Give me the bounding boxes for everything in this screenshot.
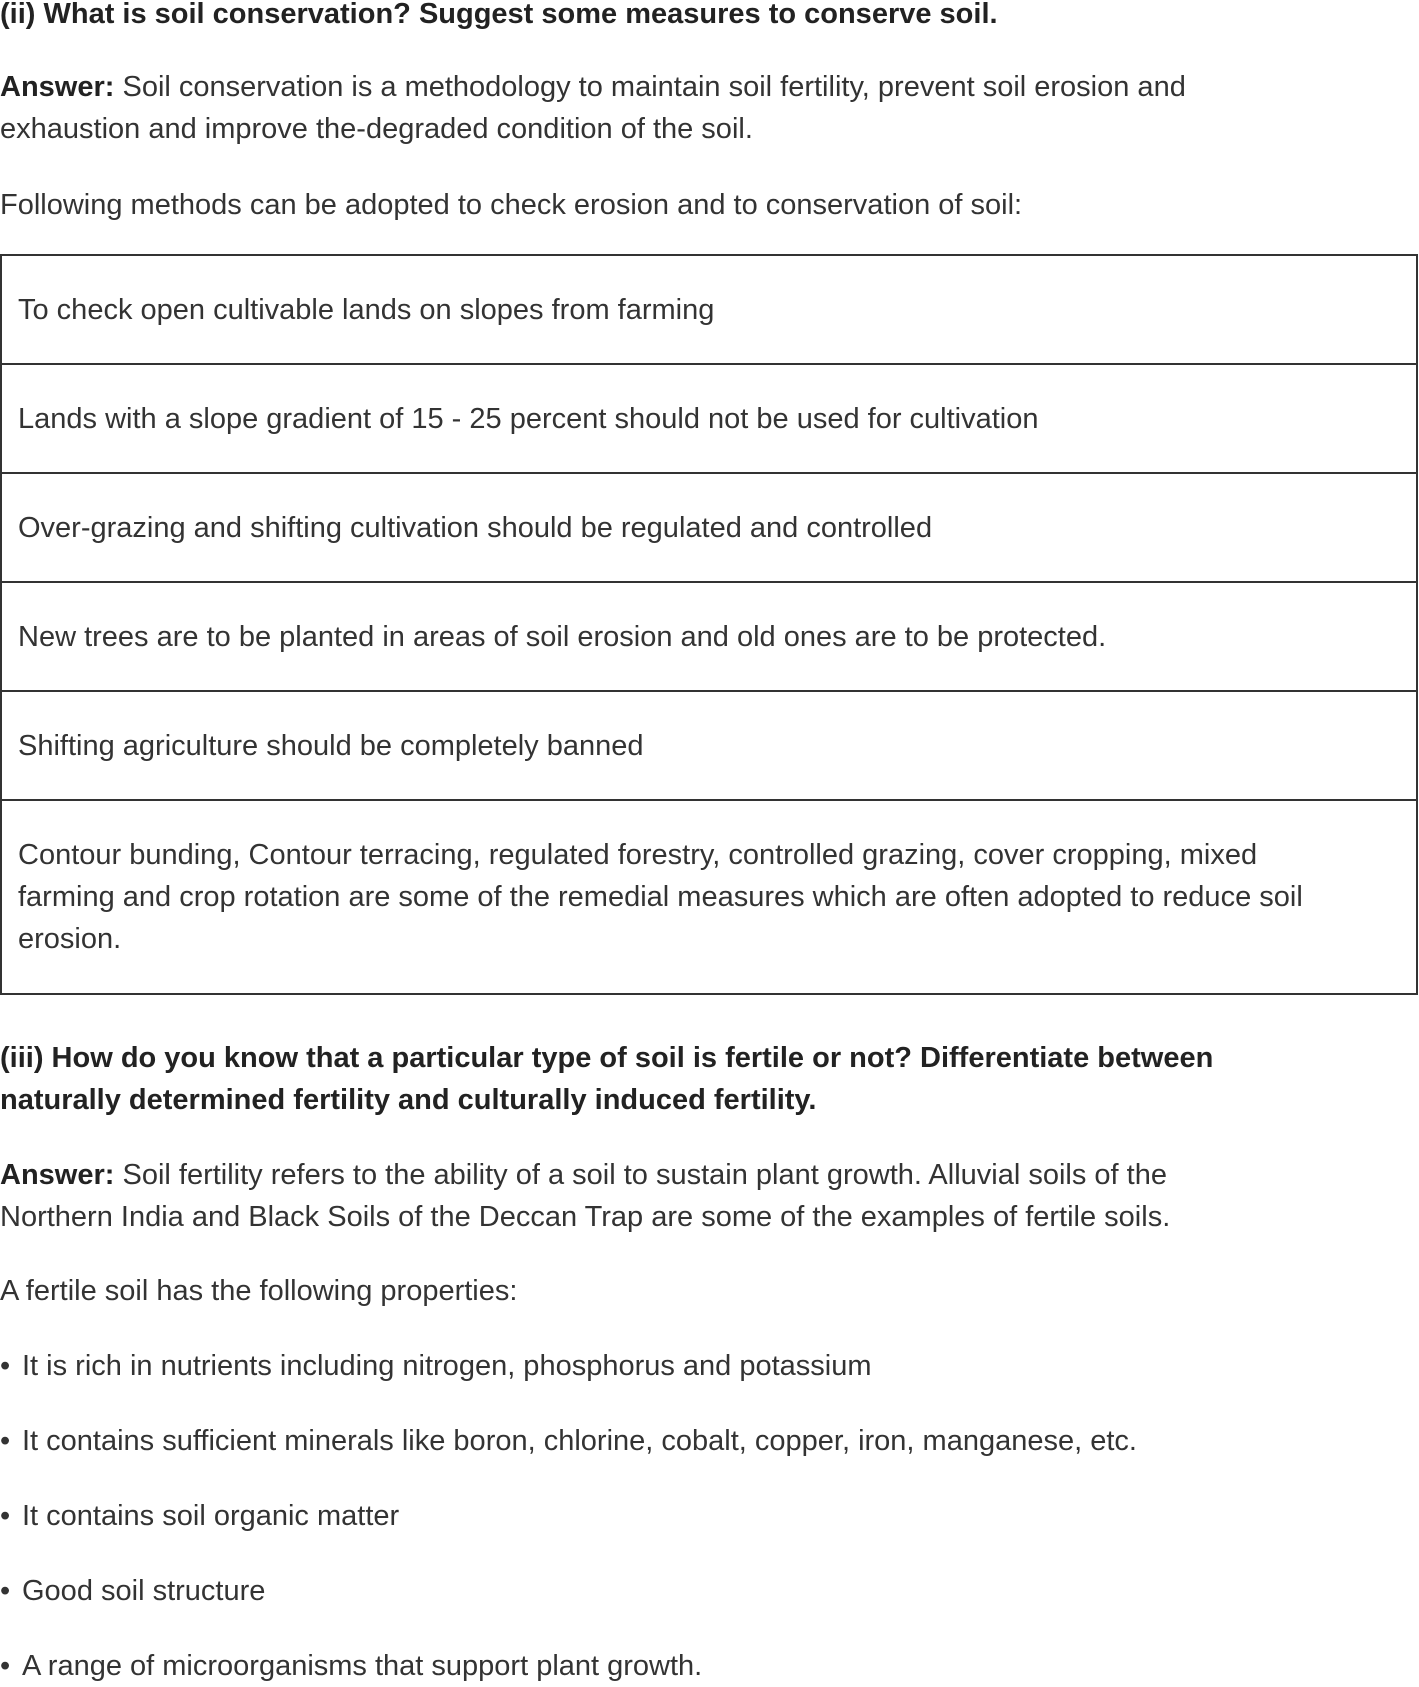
list-item (0, 1495, 399, 1537)
measure-cell: Lands with a slope gradient of 15 - 25 percent should not be used for cultivation (1, 364, 1417, 473)
bullet-icon: • (0, 1350, 11, 1382)
measure-cell: Contour bunding, Contour terracing, regulated forestry, controlled grazing, cover cropping, mixed farming and crop rotation are some of the remedial measures which are often adopted to reduce soil erosion. (1, 800, 1417, 994)
bullet-icon: • (0, 1425, 11, 1457)
list-item (0, 1570, 265, 1612)
list-item-text: A range of microorganisms that support plant growth. (22, 1650, 703, 1682)
answer-3-text: Soil fertility refers to the ability of a soil to sustain plant growth. Alluvial soils of the Northern India and Black Soils of the Deccan Trap are some of the examples of fertile soils. (0, 1159, 1171, 1233)
answer-3-paragraph (0, 1154, 1260, 1238)
question-2-heading: (ii) What is soil conservation? Suggest some measures to conserve soil. (0, 0, 998, 30)
measures-intro: Following methods can be adopted to check erosion and to conservation of soil: (0, 189, 1023, 221)
measures-table (0, 254, 1418, 995)
properties-intro: A fertile soil has the following properties: (0, 1275, 518, 1307)
list-item-text: Good soil structure (22, 1575, 266, 1607)
list-item-text: It contains soil organic matter (22, 1500, 400, 1532)
answer-label: Answer: (0, 71, 115, 103)
bullet-icon: • (0, 1650, 11, 1682)
table-row (1, 473, 1417, 582)
answer-label: Answer: (0, 1159, 115, 1191)
table-row (1, 364, 1417, 473)
list-item (0, 1645, 702, 1687)
bullet-icon: • (0, 1500, 11, 1532)
measure-cell: Shifting agriculture should be completely banned (1, 691, 1417, 800)
question-3-heading: (iii) How do you know that a particular type of soil is fertile or not? Differentiate between naturally determined fertility and culturally induced fertility. (0, 1042, 1214, 1116)
table-row (1, 691, 1417, 800)
table-row (1, 582, 1417, 691)
table-row (1, 800, 1417, 994)
list-item (0, 1345, 872, 1387)
table-row (1, 255, 1417, 364)
answer-2-text: Soil conservation is a methodology to maintain soil fertility, prevent soil erosion and exhaustion and improve the-degraded condition of the soil. (0, 71, 1186, 145)
list-item-text: It contains sufficient minerals like boron, chlorine, cobalt, copper, iron, manganese, etc. (22, 1425, 1137, 1457)
measure-cell: New trees are to be planted in areas of soil erosion and old ones are to be protected. (1, 582, 1417, 691)
measure-cell: Over-grazing and shifting cultivation should be regulated and controlled (1, 473, 1417, 582)
list-item-text: It is rich in nutrients including nitrogen, phosphorus and potassium (22, 1350, 872, 1382)
bullet-icon: • (0, 1575, 11, 1607)
list-item (0, 1420, 1137, 1462)
answer-2-paragraph (0, 66, 1260, 150)
measure-cell: To check open cultivable lands on slopes from farming (1, 255, 1417, 364)
